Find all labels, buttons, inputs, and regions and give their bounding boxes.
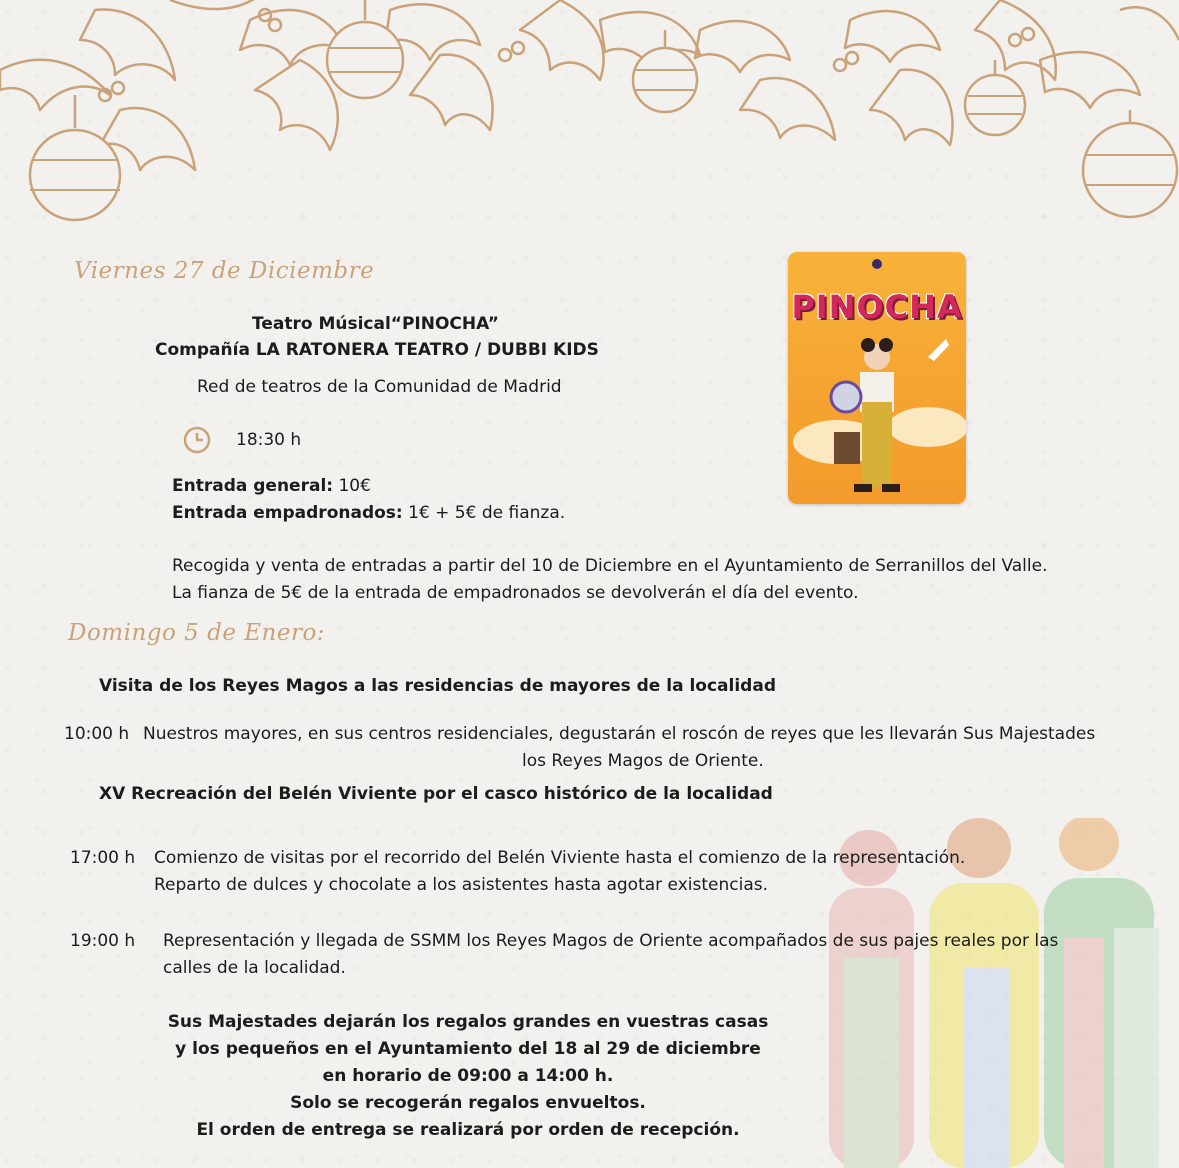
company-name: Compañía LA RATONERA TEATRO / DUBBI KIDS: [155, 340, 599, 360]
theatre-network: Red de teatros de la Comunidad de Madrid: [197, 377, 562, 397]
time-19: 19:00 h: [70, 931, 136, 951]
price-resident-value: 1€ + 5€ de fianza.: [402, 503, 566, 523]
belen-text-2: Reparto de dulces y chocolate a los asistentes hasta agotar existencias.: [154, 875, 769, 895]
ornament-icon: [30, 0, 1177, 220]
residences-text-1: Nuestros mayores, en sus centros residenciales, degustarán el roscón de reyes que les llevarán Sus Majestades: [143, 724, 1096, 744]
gifts-line-2: y los pequeños en el Ayuntamiento del 18 al 29 de diciembre: [175, 1039, 761, 1059]
price-general: [172, 473, 371, 500]
event-date-viernes: Viernes 27 de Diciembre: [74, 258, 375, 284]
parade-text-1: Representación y llegada de SSMM los Reyes Magos de Oriente acompañados de sus pajes reales por las: [163, 931, 1059, 951]
belen-text-1: Comienzo de visitas por el recorrido del Belén Viviente hasta el comienzo de la representación.: [154, 848, 966, 868]
heading-residences: Visita de los Reyes Magos a las residencias de mayores de la localidad: [99, 676, 776, 696]
price-resident-label: Entrada empadronados:: [172, 503, 403, 523]
show-title: Teatro Músical“PINOCHA”: [252, 314, 499, 334]
time-17: 17:00 h: [70, 848, 136, 868]
gifts-line-3: en horario de 09:00 a 14:00 h.: [322, 1066, 614, 1086]
show-poster: [788, 252, 966, 504]
price-resident: [172, 500, 565, 527]
show-time: 18:30 h: [236, 430, 302, 450]
parade-text-2: calles de la localidad.: [163, 958, 346, 978]
ticket-note-1: Recogida y venta de entradas a partir del 10 de Diciembre en el Ayuntamiento de Serranillos del Valle.: [172, 556, 1048, 576]
gifts-line-5: El orden de entrega se realizará por orden de recepción.: [196, 1120, 740, 1140]
event-date-domingo: Domingo 5 de Enero:: [68, 620, 326, 646]
poster-title: PINOCHA: [791, 288, 963, 326]
residences-text-2: los Reyes Magos de Oriente.: [522, 751, 764, 771]
time-10: 10:00 h: [64, 724, 130, 744]
ticket-note-2: La fianza de 5€ de la entrada de empadronados se devolverán el día del evento.: [172, 583, 859, 603]
holly-garland: [0, 0, 1179, 230]
clock-icon: [183, 426, 211, 454]
gifts-line-1: Sus Majestades dejarán los regalos grandes en vuestras casas: [167, 1012, 769, 1032]
heading-belen: XV Recreación del Belén Viviente por el casco histórico de la localidad: [99, 784, 773, 804]
gifts-line-4: Solo se recogerán regalos envueltos.: [290, 1093, 646, 1113]
price-general-value: 10€: [333, 476, 371, 496]
gifts-notice: [150, 1009, 786, 1144]
price-general-label: Entrada general:: [172, 476, 334, 496]
